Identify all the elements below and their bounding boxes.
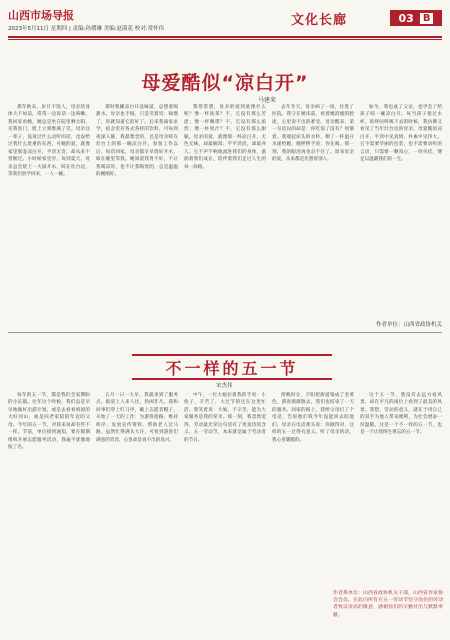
article2-author-note: 作者系单位：山西省政协机关干部，山西省作家协会会员。在此向所有在五一劳动节坚守岗位的劳动者致以崇高的敬意，感谢你们的辛勤付出与默默奉献。 — [333, 591, 443, 618]
article2-title: 不一样的五一节 — [165, 358, 299, 378]
article1-title: 母爱酷似“凉白开” — [141, 72, 309, 94]
newspaper-name: 山西市场导报 — [8, 9, 74, 22]
article1-column: 去年冬天，母亲病了一场，住进了医院。我守在她床前，看着她消瘦的脸庞，心里说不出的难受。母亲醒来，第一句话问的却是：你吃饭了没有？别饿着。我端起床头的水杯，倒了一杯温开水递给她，她摆摆手说：你先喝。那一刻，我的眼泪再也忍不住了。原来母亲的爱，从来都是先想着别人。 — [272, 105, 354, 163]
page-number: 03 — [398, 11, 414, 25]
article1-author: 马建来 — [258, 97, 277, 104]
article2-title-bar — [132, 354, 332, 380]
article2-column: 这个五一节，我没有去远方看风景，却在平凡的岗位上看到了最美的风景。我想，劳动的意义，就在于用自己的双手为他人带来便利，为社会增添一份温暖。这是一个不一样的五一节，也是一个让我终生难忘的五一节。 — [360, 393, 442, 436]
header-rule-thin — [8, 39, 442, 40]
header-rule — [8, 36, 442, 38]
article1-column: 我常常想，母亲的爱到底像什么呢？像一杯浓茶？不，它没有那么苦涩；像一杯咖啡？不，它没有那么浓烈；像一杯果汁？不，它没有那么甜腻。母亲的爱，就像那一杯凉白开，无色无味，却最解渴；平平淡淡，却最养人。它不声不响地流进我们的身体，滋润着我们成长，陪伴着我们走过人生的每一段路。 — [184, 105, 266, 170]
article1-column: 如今，我也成了父亲，也学会了给孩子晾一碗凉白开。每当孩子接过水杯，咕咚咕咚喝下去的时候，我仿佛又看见了当年灶台边的母亲。母爱酷似凉白开，平淡中见真情，朴素中见伟大。它不需要华丽的包装，也不需要动听的言语，只需要一颗真心，一份牵挂，便足以温暖我们的一生。 — [360, 105, 442, 163]
article1-column: 那时我嫌凉白开没味道，总想着喝甜水。母亲也不恼，只是笑着说：喝惯了，你就知道它的好了。后来我离家求学，宿舍里有各式各样的饮料，可每到夜深人静，我最想念的，还是母亲晾在灶台上的那一碗凉白开。参加工作以后，每次回家，母亲都早早烧好开水，晾在碗里等我。她知道我胃不好，不让我喝凉的，也不让我喝烫的，总是温温的刚刚好。 — [96, 105, 178, 178]
section-divider — [8, 332, 442, 333]
section-title: 文化长廊 — [291, 13, 348, 28]
article2-column: 傍晚时分，夕阳把街道染成了金黄色，游客渐渐散去，我们也结束了一天的服务。回家的路上，我给父母打了个电话，告诉他们我今年没能回去陪他们。母亲在电话那头说：你做得对，这样的五一过得有意义。听了母亲的话，我心里暖暖的。 — [272, 393, 354, 443]
article2-column: 每年的五一节，都是我们全家期盼的小长假。往年这个时候，我们总是早早地做好出游计划，或是去看看祖国的大好河山，或是回老家陪陪年迈的父母。今年的五一节，对我来说却有些不一样。节前，单位接到通知，要在假期组织开展志愿服务活动，我毫不犹豫地报了名。 — [8, 393, 90, 451]
page-letter: B — [420, 13, 434, 24]
page-number-badge — [390, 10, 442, 26]
article2-column: 五月一日一大早，我就来到了服务点。街道上人来人往，热闹非凡。我和同事们穿上红马甲，戴上志愿者帽子，开始了一天的工作：为游客指路、维持秩序、发放宣传资料、帮助老人过马路。虽然忙得满头大汗，可看到游客们满意的笑容，心里却是说不出的高兴。 — [96, 393, 178, 443]
article1-credit: 作者单位：山西省政协机关 — [375, 322, 442, 328]
article2-column: 中午，一位大娘拉着我的手说：小伙子，辛苦了，大过节的还在这里忙活。我笑着说：大娘，不辛苦，能为大家服务是我的荣幸。那一刻，我忽然觉得，劳动最光荣这句话有了更真切的含义。五一劳动节，本来就是属于劳动者的节日。 — [184, 393, 266, 443]
article1-body — [8, 104, 442, 309]
article1-column: 那年秋末，岁月不饶人，母亲的身体大不如前，常常一边说话一边咳嗽。我回家看她，她总是坐在院里晒太阳，见我进门，脸上立刻堆满了笑。母亲这一辈子，没说过什么动听的话，也没给过我什么贵重的东西，可她的爱，就像家里那壶凉白开，平淡无奇，却从来不曾断过。小时候家里穷，每到夏天，母亲总会烧上一大锅开水，晾在灶台边，等我们放学回来，一人一碗。 — [8, 105, 90, 178]
article2-author: 宋杰伟 — [216, 383, 233, 389]
issue-meta: 2023年5月11日 星期四 | 责编:孙熠琳 美编:赵淑花 校对:常怀伟 — [8, 26, 165, 32]
